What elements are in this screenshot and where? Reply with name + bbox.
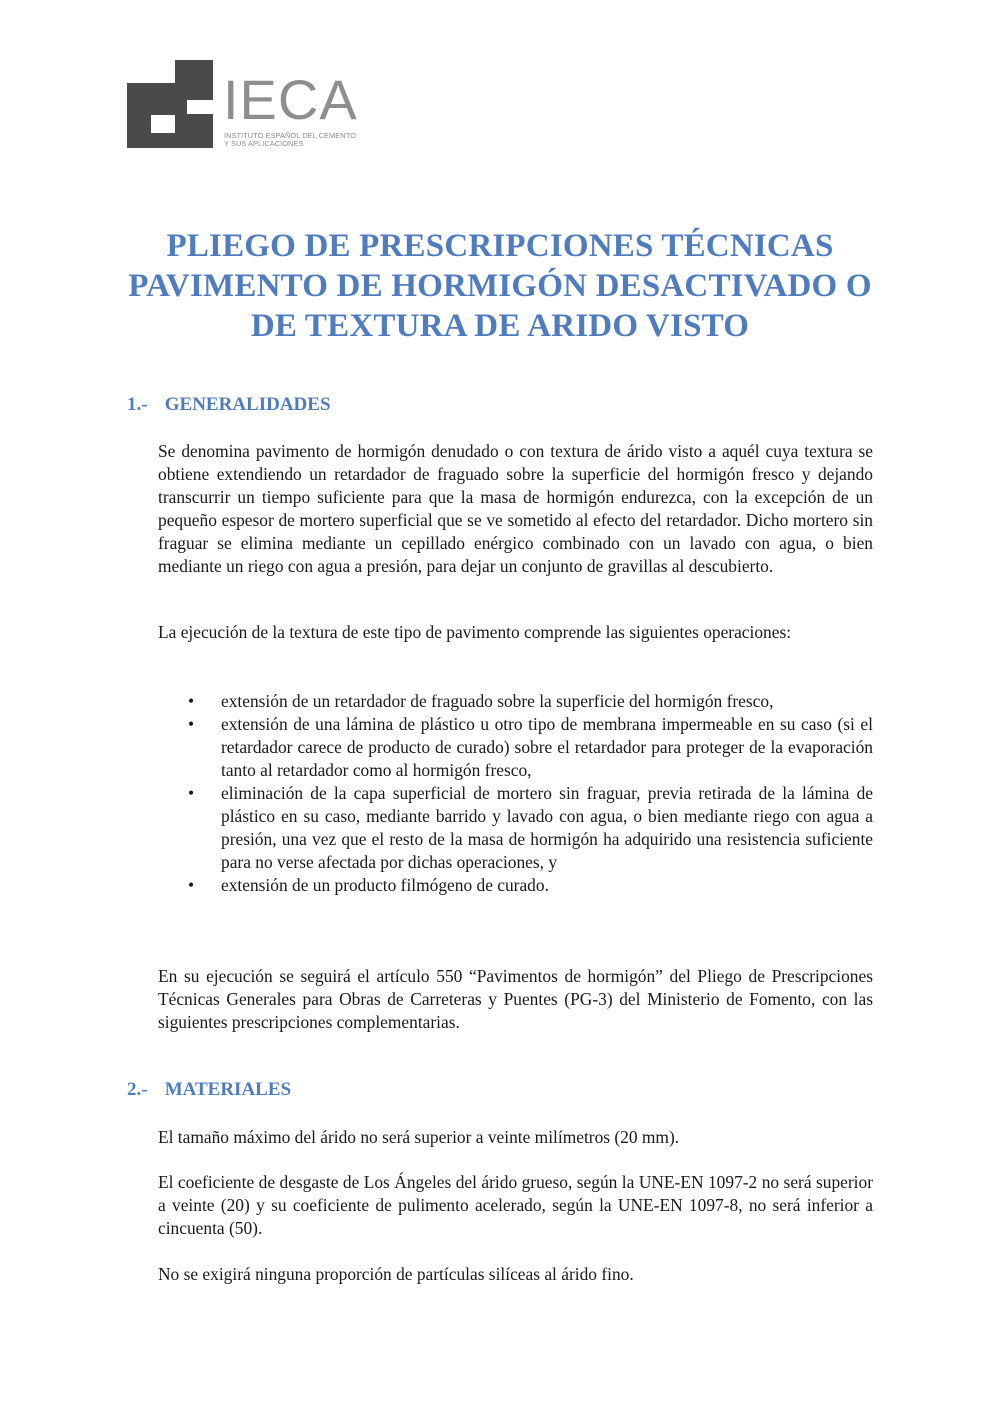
section-1-title: GENERALIDADES bbox=[164, 394, 331, 415]
section-1-paragraph-3: En su ejecución se seguirá el artículo 550 “Pavimentos de hormigón” del Pliego de Prescripciones Técnicas Generales para Obras de Carreteras y Puentes (PG-3) del Ministerio de Fomento, con las siguientes prescripciones complementarias. bbox=[158, 966, 873, 1032]
operations-list bbox=[158, 690, 873, 897]
bullet-icon: • bbox=[188, 691, 195, 711]
section-1-paragraph-2: La ejecución de la textura de este tipo de pavimento comprende las siguientes operaciones: bbox=[158, 622, 792, 642]
section-1-heading bbox=[127, 394, 331, 416]
bullet-icon: • bbox=[188, 783, 195, 803]
section-2-number: 2.- bbox=[127, 1079, 148, 1100]
section-1-number: 1.- bbox=[127, 394, 148, 415]
list-item-text: extensión de un retardador de fraguado sobre la superficie del hormigón fresco, bbox=[221, 691, 774, 711]
section-2-heading bbox=[127, 1079, 291, 1101]
list-item bbox=[158, 874, 873, 897]
bullet-icon: • bbox=[188, 714, 195, 734]
logo-subtitle: INSTITUTO ESPAÑOL DEL CEMENTO Y SUS APLICACIONES bbox=[224, 131, 356, 148]
section-2-paragraph-1: El tamaño máximo del árido no será superior a veinte milímetros (20 mm). bbox=[158, 1127, 680, 1147]
title-line-3: DE TEXTURA DE ARIDO VISTO bbox=[250, 308, 750, 344]
list-item bbox=[158, 782, 873, 874]
logo-wordmark: IECA bbox=[223, 68, 358, 131]
title-line-2: PAVIMENTO DE HORMIGÓN DESACTIVADO O bbox=[128, 268, 872, 304]
section-2-paragraph-2: El coeficiente de desgaste de Los Ángeles del árido grueso, según la UNE-EN 1097-2 no será superior a veinte (20) y su coeficiente de pulimento acelerado, según la UNE-EN 1097-8, no será inferior a cincuenta (50). bbox=[158, 1172, 873, 1238]
ieca-logo-mark-icon bbox=[127, 60, 223, 152]
list-item-text: eliminación de la capa superficial de mortero sin fraguar, previa retirada de la lámina de plástico en su caso, mediante barrido y lavado con agua, o bien mediante riego con agua a presión, una vez que el resto de la masa de hormigón ha adquirido una resistencia suficiente para no verse afectada por dichas operaciones, y bbox=[221, 783, 873, 872]
list-item bbox=[158, 713, 873, 782]
section-2-paragraph-3: No se exigirá ninguna proporción de partículas silíceas al árido fino. bbox=[158, 1264, 634, 1284]
document-title bbox=[100, 226, 900, 346]
bullet-icon: • bbox=[188, 875, 195, 895]
ieca-logo bbox=[127, 60, 387, 152]
list-item bbox=[158, 690, 873, 713]
list-item-text: extensión de una lámina de plástico u otro tipo de membrana impermeable en su caso (si el retardador carece de producto de curado) sobre el retardador para proteger de la evaporación tanto al retardador como al hormigón fresco, bbox=[221, 714, 873, 780]
section-1-paragraph-1: Se denomina pavimento de hormigón denudado o con textura de árido visto a aquél cuya textura se obtiene extendiendo un retardador de fraguado sobre la superficie del hormigón fresco y dejando transcurrir un tiempo suficiente para que la masa de hormigón endurezca, con la excepción de un pequeño espesor de mortero superficial que se ve sometido al efecto del retardador. Dicho mortero sin fraguar se elimina mediante un cepillado enérgico combinado con un lavado con agua, o bien mediante un riego con agua a presión, para dejar un conjunto de gravillas al descubierto. bbox=[158, 441, 873, 576]
list-item-text: extensión de un producto filmógeno de curado. bbox=[221, 875, 549, 895]
section-2-title: MATERIALES bbox=[164, 1079, 292, 1100]
title-line-1: PLIEGO DE PRESCRIPCIONES TÉCNICAS bbox=[166, 228, 834, 264]
